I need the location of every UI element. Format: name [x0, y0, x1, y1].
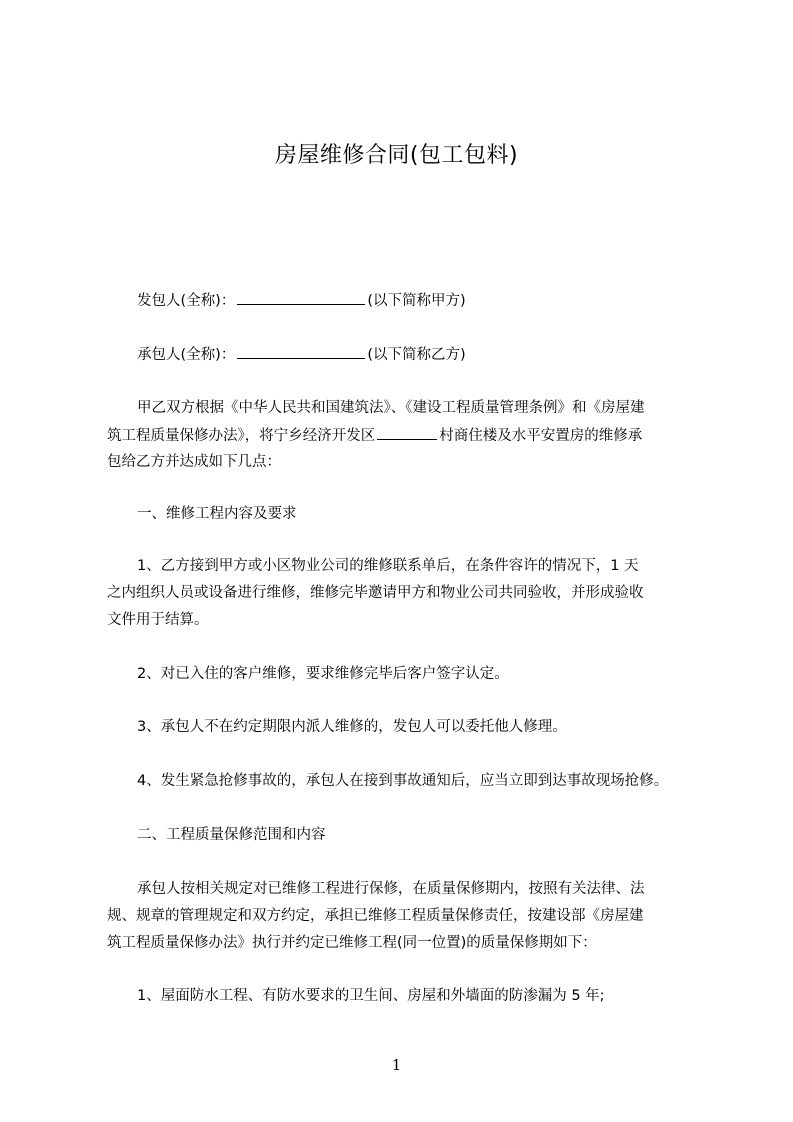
employer-suffix: (以下简称甲方): [367, 293, 466, 309]
section-1-item-1-line-2: 之内组织人员或设备进行维修，维修完毕邀请甲方和物业公司共同验收，并形成验收: [107, 585, 644, 601]
contractor-label: 承包人(全称)：: [137, 347, 236, 363]
employer-name-blank[interactable]: [237, 290, 365, 305]
intro-line-1: 甲乙双方根据《中华人民共和国建筑法》、《建设工程质量管理条例》和《房屋建: [137, 400, 645, 416]
employer-label: 发包人(全称)：: [137, 293, 236, 309]
section-2-item-1: 1、屋面防水工程、有防水要求的卫生间、房屋和外墙面的防渗漏为 5 年;: [137, 988, 605, 1004]
section-2-para-line-3: 筑工程质量保修办法》执行并约定已维修工程(同一位置)的质量保修期如下：: [107, 935, 597, 951]
employer-line: [137, 290, 466, 311]
intro-line-2-start: 筑工程质量保修办法》，将宁乡经济开发区: [107, 428, 376, 444]
intro-line-2: [107, 425, 642, 446]
section-1-heading: 一、维修工程内容及要求: [137, 506, 297, 522]
section-1-item-4: 4、发生紧急抢修事故的，承包人在接到事故通知后，应当立即到达事故现场抢修。: [137, 773, 669, 789]
section-1-item-3: 3、承包人不在约定期限内派人维修的，发包人可以委托他人修理。: [137, 719, 567, 735]
section-2-para-line-2: 规、规章的管理规定和双方约定，承担已维修工程质量保修责任，按建设部《房屋建: [107, 908, 644, 924]
section-2-heading: 二、工程质量保修范围和内容: [137, 827, 326, 843]
contract-title: 房屋维修合同(包工包料): [274, 143, 519, 168]
section-2-para-line-1: 承包人按相关规定对已维修工程进行保修，在质量保修期内，按照有关法律、法: [137, 881, 645, 897]
contractor-suffix: (以下简称乙方): [367, 347, 466, 363]
village-name-blank[interactable]: [377, 425, 437, 440]
intro-line-3: 包给乙方并达成如下几点：: [107, 454, 281, 470]
section-1-item-1-line-3: 文件用于结算。: [107, 612, 209, 628]
contractor-line: [137, 344, 466, 365]
contractor-name-blank[interactable]: [237, 344, 365, 359]
section-1-item-2: 2、对已入住的客户维修，要求维修完毕后客户签字认定。: [137, 666, 509, 682]
section-1-item-1-line-1: 1、乙方接到甲方或小区物业公司的维修联系单后，在条件容许的情况下，1 天: [137, 558, 639, 574]
intro-line-2-end: 村商住楼及水平安置房的维修承: [439, 428, 643, 444]
page-number: 1: [391, 1056, 402, 1074]
